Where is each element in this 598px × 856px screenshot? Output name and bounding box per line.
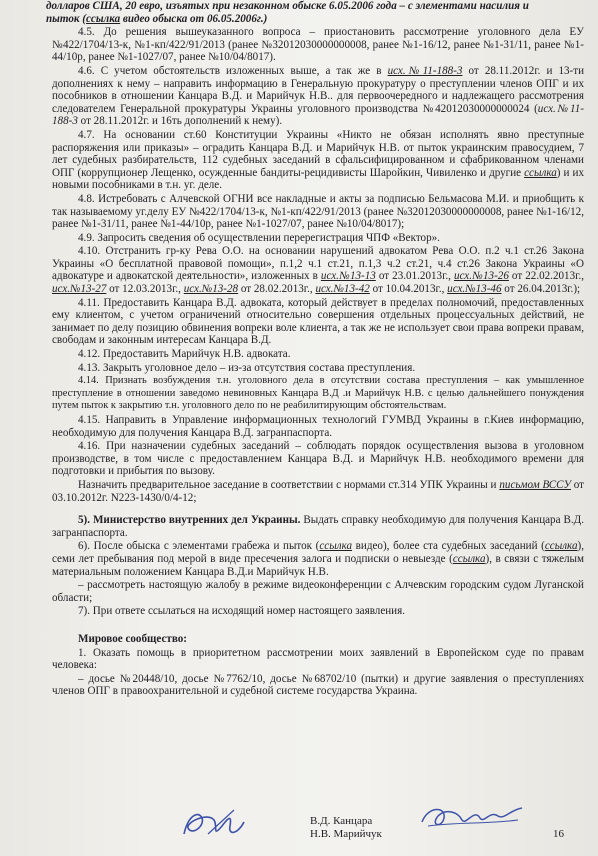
paragraph-5-ministry: 5). Министерство внутренних дел Украины. Выдать справку необходимую для получения Канцара В.Д. загранпаспорта.	[52, 514, 584, 539]
link-video[interactable]: ссылка	[319, 540, 353, 553]
paragraph-4-9: 4.9. Запросить сведения об осуществлении перерегистрация ЧПФ «Вектор».	[78, 231, 440, 244]
signature-2	[418, 800, 528, 834]
paragraph-7: 7). При ответе ссылаться на исходящий номер настоящего заявления.	[78, 605, 405, 618]
top-continuation: долларов США, 20 евро, изъятых при незаконном обыске 6.05.2006 года – с элементами насилия и пыток (ссылка видео обыска от 06.05.2006г.)	[46, 0, 529, 25]
signers-block	[310, 815, 382, 841]
signer-kantsara: В.Д. Канцара	[310, 815, 373, 827]
paragraph-4-7: 4.7. На основании ст.60 Конституции Украины «Никто не обязан исполнять явно преступные распоряжения или приказы» – оградить Канцара В.Д. и Марийчук Н.В. от пыток украинским правосудием, 7 лет судебных разбирательств, 112 судебных заседаний в сфальсифицированном и сфабрикованном членами ОПГ (коррупционер Лещенко, осужденные бандиты-рецидивисты Шаройкин, Чивиленко и другие ссылка) и их новыми пособниками в т.н. уг. деле.	[52, 128, 584, 192]
world-community-heading: Мировое сообщество:	[78, 632, 187, 645]
link-video-search[interactable]: ссылка	[86, 12, 121, 25]
link-ref-13-46[interactable]: исх.№13-46	[447, 283, 502, 296]
document-body	[46, 0, 585, 699]
link-ref-13-42[interactable]: исх.№13-42	[315, 283, 370, 296]
section-gap	[52, 505, 584, 514]
link-hearings[interactable]: ссылка	[544, 540, 578, 553]
link-restraint[interactable]: ссылка	[452, 552, 486, 565]
link-ref-13-27[interactable]: исх.№13-27	[52, 283, 107, 296]
signature-1	[178, 804, 258, 844]
paragraph-4-15: 4.15. Направить в Управление информационных технологий ГУМВД Украины в г.Киев информацию, необходимую для получения Канцара В.Д. загранпаспорта.	[52, 414, 584, 439]
paragraph-6-dash: – рассмотреть настоящую жалобу в режиме видеоконференции с Алчевским городским судом Луганской области;	[52, 579, 584, 604]
paragraph-4-10: 4.10. Отстранить гр-ку Рева О.О. на основании нарушений адвокатом Рева О.О. п.2 ч.1 ст.26 Закона Украины «О бесплатной правовой помощи», п.1,2 ч.1 ст.21, п.1,3 ч.2 ст.21, ч.4 ст.26 Закона Украины «О адвокатуре и адвокатской деятельности», изложенных в исх.№13-13 от 23.01.2013г., исх.№13-26 от 22.02.2013г., исх.№13-27 от 12.03.2013г., исх.№13-28 от 28.02.2013г., исх.№13-42 от 10.04.2013г., исх.№13-46 от 26.04.2013г.);	[52, 245, 584, 296]
paragraph-4-12: 4.12. Предоставить Марийчук Н.В. адвоката.	[78, 348, 291, 361]
world-item-1: 1. Оказать помощь в приоритетном рассмотрении моих заявлений в Европейском суде по правам человека:	[52, 646, 584, 672]
paragraph-4-6: 4.6. С учетом обстоятельств изложенных выше, а так же в исх.№11-188-3 от 28.11.2012г. и 13-ти дополнениях к нему – направить информацию в Генеральную прокуратуру о преступлении членов ОПГ и их пособников в отношении Канцара В.Д. и Марийчук Н.В.. для первоочередного и надлежащего рассмотрения следователем Генеральной прокуратуры Украины уголовного производства №42012030000000024 (исх.№11-188-3 от 28.11.2012г. и 16ть дополнений к нему).	[52, 64, 585, 128]
link-ref-13-28[interactable]: исх.№13-28	[183, 283, 239, 296]
section-gap-2	[52, 619, 584, 633]
world-item-1-dash: – досье №20448/10, досье №7762/10, досье №68702/10 (пытки) и другие заявления о преступлениях членов ОПГ в правоохранительной и судебной системе государства Украина.	[52, 672, 584, 698]
paragraph-4-8: 4.8. Истребовать с Алчевской ОГНИ все накладные и акты за подписью Бельмасова М.И. и приобщить к так называемому уг.делу ЕУ №422/1704/13-к, №1-кп/422/91/2013 (ранее №32012030000000008, ранее №1-16/12, ранее №1-31/11, ранее №1-44/10р, ранее №1-1027/07, ранее №10/04/8017);	[52, 192, 584, 231]
link-ref-13-26[interactable]: исх.№13-26	[453, 270, 509, 283]
paragraph-4-16: 4.16. При назначении судебных заседаний – соблюдать порядок осуществления вызова в уголовном производстве, в том числе с предоставлением Канцара В.Д. и Марийчук Н.В. необходимого времени для подготовки и прибытия по вызову.	[52, 440, 584, 478]
link-ref-13-13[interactable]: исх.№13-13	[320, 270, 376, 283]
paragraph-4-5: 4.5. До решения вышеуказанного вопроса – приостановить рассмотрение уголовного дела ЕУ №422/1704/13-к, №1-кп/422/91/2013 (ранее №32012030000000008, ранее №1-16/12, ранее №1-31/11, ранее №1-44/10р, ранее №1-1027/07, ранее №10/04/8017).	[52, 26, 584, 64]
paragraph-4-13: 4.13. Закрыть уголовное дело – из-за отсутствия состава преступления.	[78, 361, 416, 374]
link-vssu-letter[interactable]: письмом ВССУ	[499, 478, 571, 491]
link-ref-11-188-3[interactable]: исх.№11-188-3	[387, 64, 463, 77]
signer-mariychuk: Н.В. Марийчук	[310, 828, 382, 840]
paragraph-6: 6). После обыска с элементами грабежа и пыток (ссылка видео), более ста судебных заседаний (ссылка), семи лет пребывания под мерой в виде пресечения залога и подписки о невыезде (ссылка), в связи с тяжелым материальным положением Канцара В.Д.и Марийчук Н.В.	[52, 540, 584, 578]
page-number: 16	[553, 828, 564, 840]
link-opg[interactable]: ссылка	[524, 166, 557, 179]
paragraph-preliminary-hearing: Назначить предварительное заседание в соответствии с нормами ст.314 УПК Украины и письмом ВССУ от 03.10.2012г. N223-1430/0/4-12;	[52, 478, 584, 504]
ref-11-188-3-second[interactable]: исх.№11-188-3	[52, 102, 584, 128]
paragraph-4-11: 4.11. Предоставить Канцара В.Д. адвоката, который действует в пределах полномочий, предоставленных ему клиентом, с учетом ограничений относительно совершения отдельных процессуальных действий, не занимает по делу позицию обвинения вопреки воле клиента, а так же не использует свои права вопреки правам, свободам и законным интересам Канцара В.Д.	[52, 296, 584, 347]
paragraph-4-14: 4.14. Признать возбуждения т.н. уголовного дела в отсутствии состава преступления – как умышленное преступление в отношении заведомо невиновных Канцара В.Д .и Марийчук Н.В. с целью дальнейшего понуждения путем пыток к закрытию т.н. уголовного дело по не реабилитирующим обстоятельствам.	[52, 375, 584, 412]
